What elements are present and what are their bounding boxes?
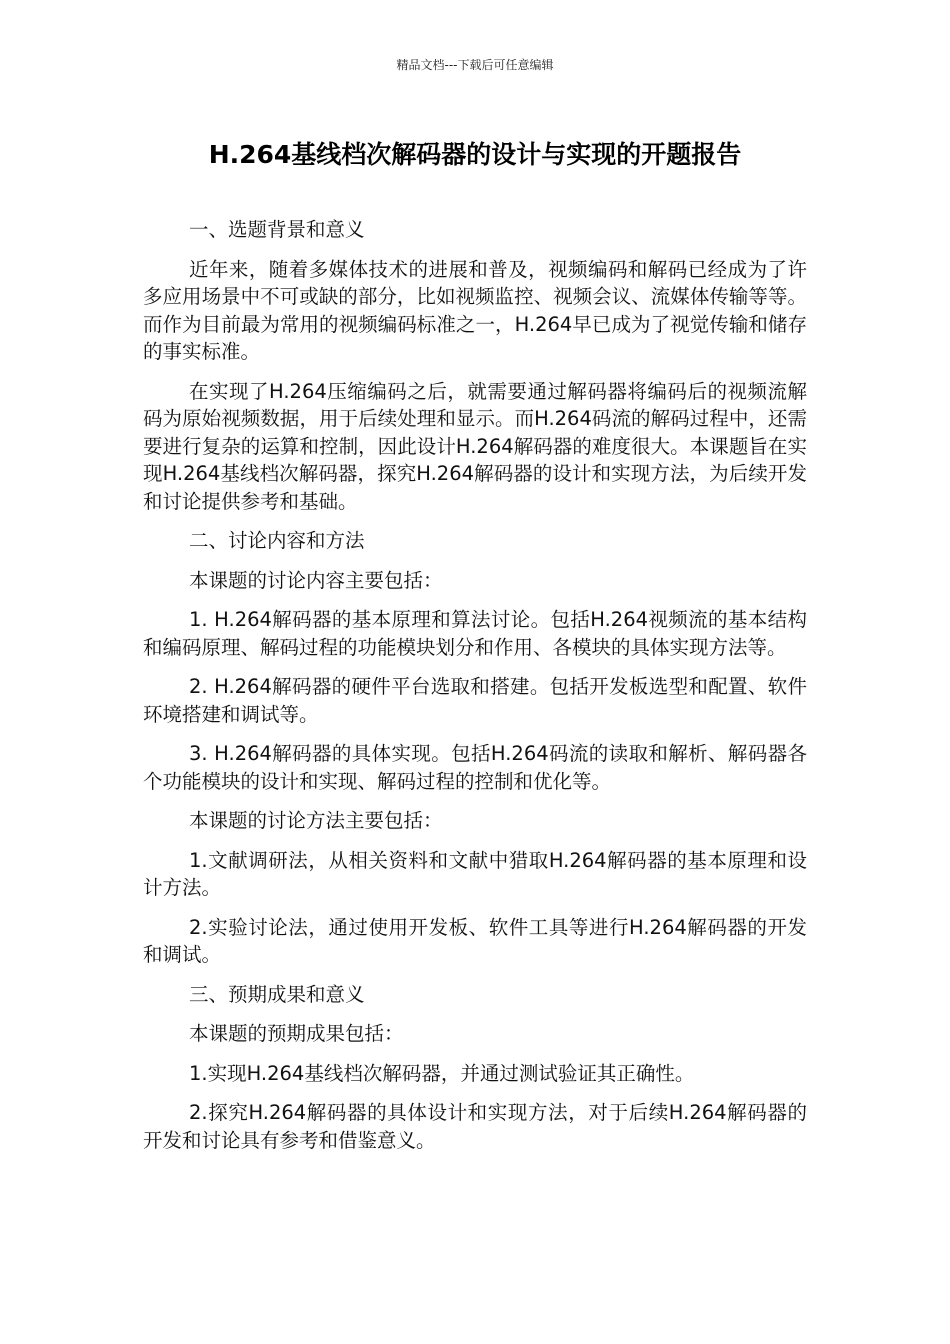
paragraph: 本课题的预期成果包括： [189, 1022, 404, 1045]
paragraph: 本课题的讨论内容主要包括： [189, 568, 443, 592]
section-heading: 一、选题背景和意义 [189, 218, 365, 241]
document-title: H.264基线档次解码器的设计与实现的开题报告 [208, 140, 742, 169]
list-item: 1. H.264解码器的基本原理和算法讨论。包括H.264视频流的基本结构和编码原理、解码过程的功能模块划分和作用、各模块的具体实现方法等。 [143, 608, 807, 659]
paragraph: 近年来，随着多媒体技术的进展和普及，视频编码和解码已经成为了许多应用场景中不可或缺的部分，比如视频监控、视频会议、流媒体传输等等。而作为目前最为常用的视频编码标准之一，H.264早已成为了视觉传输和储存的事实标准。 [143, 257, 807, 363]
list-item: 2.实验讨论法，通过使用开发板、软件工具等进行H.264解码器的开发和调试。 [143, 915, 807, 966]
section-heading: 三、预期成果和意义 [189, 982, 365, 1006]
list-item: 1.文献调研法，从相关资料和文献中猎取H.264解码器的基本原理和设计方法。 [143, 848, 807, 899]
page-header: 精品文档---下载后可任意编辑 [396, 58, 554, 72]
list-item: 1.实现H.264基线档次解码器，并通过测试验证其正确性。 [189, 1061, 695, 1085]
paragraph: 本课题的讨论方法主要包括： [189, 809, 443, 832]
document-body [143, 216, 807, 1166]
list-item: 3. H.264解码器的具体实现。包括H.264码流的读取和解析、解码器各个功能模块的设计和实现、解码过程的控制和优化等。 [143, 742, 807, 793]
list-item: 2. H.264解码器的硬件平台选取和搭建。包括开发板选型和配置、软件环境搭建和调试等。 [143, 675, 807, 726]
list-item: 2.探究H.264解码器的具体设计和实现方法，对于后续H.264解码器的开发和讨论具有参考和借鉴意义。 [143, 1101, 807, 1152]
section-heading: 二、讨论内容和方法 [189, 529, 365, 552]
paragraph: 在实现了H.264压缩编码之后，就需要通过解码器将编码后的视频流解码为原始视频数据，用于后续处理和显示。而H.264码流的解码过程中，还需要进行复杂的运算和控制，因此设计H.264解码器的难度很大。本课题旨在实现H.264基线档次解码器，探究H.264解码器的设计和实现方法，为后续开发和讨论提供参考和基础。 [143, 379, 807, 513]
